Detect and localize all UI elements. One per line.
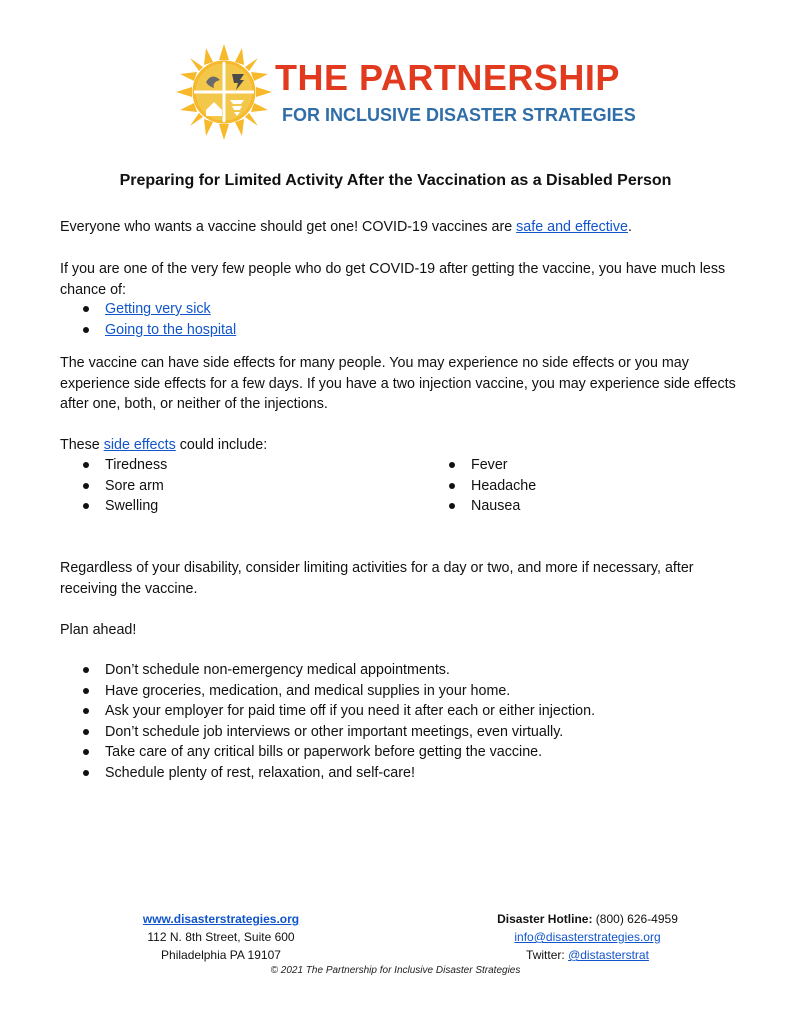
copyright: © 2021 The Partnership for Inclusive Disaster Strategies (270, 965, 521, 976)
intro-end: . (627, 219, 632, 235)
website-link[interactable]: www.disasterstrategies.org (142, 912, 300, 926)
going-to-hospital-link[interactable]: Going to the hospital (105, 321, 237, 338)
side-effects-paragraph: The vaccine can have side effects for many people. You may experience no side effects or you may experience side effects for a few days. If you have a two injection vaccine, you may experience side effects after one, both, or neither of the injections. (60, 355, 736, 412)
list-item: Ask your employer for paid time off if you need it after each or either injection. (80, 701, 595, 722)
address-line-1: 112 N. 8th Street, Suite 600 (147, 930, 295, 944)
list-item: Swelling (80, 496, 167, 517)
list-item: Tiredness (80, 455, 167, 476)
intro-text: Everyone who wants a vaccine should get one! COVID-19 vaccines are (60, 219, 517, 235)
address-line-2: Philadelphia PA 19107 (161, 948, 281, 962)
page-title: Preparing for Limited Activity After the Vaccination as a Disabled Person (119, 172, 672, 189)
organization-logo (176, 44, 636, 144)
list-item: Schedule plenty of rest, relaxation, and self-care! (80, 763, 595, 784)
list-item: Headache (446, 476, 536, 497)
side-effects-list-left (80, 455, 167, 517)
side-effects-list-right (446, 455, 536, 517)
plan-ahead-list (80, 660, 595, 783)
list-item (80, 299, 236, 320)
list-item: Don’t schedule non-emergency medical appointments. (80, 660, 595, 681)
intro-paragraph (60, 217, 750, 238)
list-item: Take care of any critical bills or paperwork before getting the vaccine. (80, 742, 595, 763)
side-effects-link[interactable]: side effects (103, 437, 176, 453)
chance-list (80, 299, 236, 340)
list-item: Sore arm (80, 476, 167, 497)
getting-very-sick-link[interactable]: Getting very sick (105, 301, 211, 317)
footer-right (470, 910, 705, 964)
hotline-number: (800) 626-4959 (592, 912, 678, 926)
email-link[interactable]: info@disasterstrategies.org (514, 930, 661, 944)
list-item: Fever (446, 455, 536, 476)
logo-subtitle: FOR INCLUSIVE DISASTER STRATEGIES (282, 105, 636, 125)
side-effects-intro-end: could include: (175, 437, 268, 453)
list-item: Have groceries, medication, and medical supplies in your home. (80, 681, 595, 702)
limit-activities-paragraph: Regardless of your disability, consider limiting activities for a day or two, and more if necessary, after receiving the vaccine. (60, 560, 694, 597)
list-item (80, 320, 236, 341)
list-item: Nausea (446, 496, 536, 517)
hotline-label: Disaster Hotline: (497, 912, 593, 926)
safe-and-effective-link[interactable]: safe and effective (516, 219, 628, 235)
side-effects-intro-text: These (60, 437, 104, 453)
list-item: Don’t schedule job interviews or other important meetings, even virtually. (80, 722, 595, 743)
side-effects-intro (60, 435, 750, 456)
logo-title: THE PARTNERSHIP (275, 57, 620, 98)
twitter-label: Twitter: (526, 948, 569, 962)
twitter-link[interactable]: @distasterstrat (568, 948, 649, 962)
covid-chance-paragraph: If you are one of the very few people who do get COVID-19 after getting the vaccine, you have much less chance of: (60, 261, 726, 298)
sun-logo-icon (176, 44, 272, 140)
plan-ahead-heading: Plan ahead! (60, 622, 137, 638)
footer-left (110, 910, 332, 964)
